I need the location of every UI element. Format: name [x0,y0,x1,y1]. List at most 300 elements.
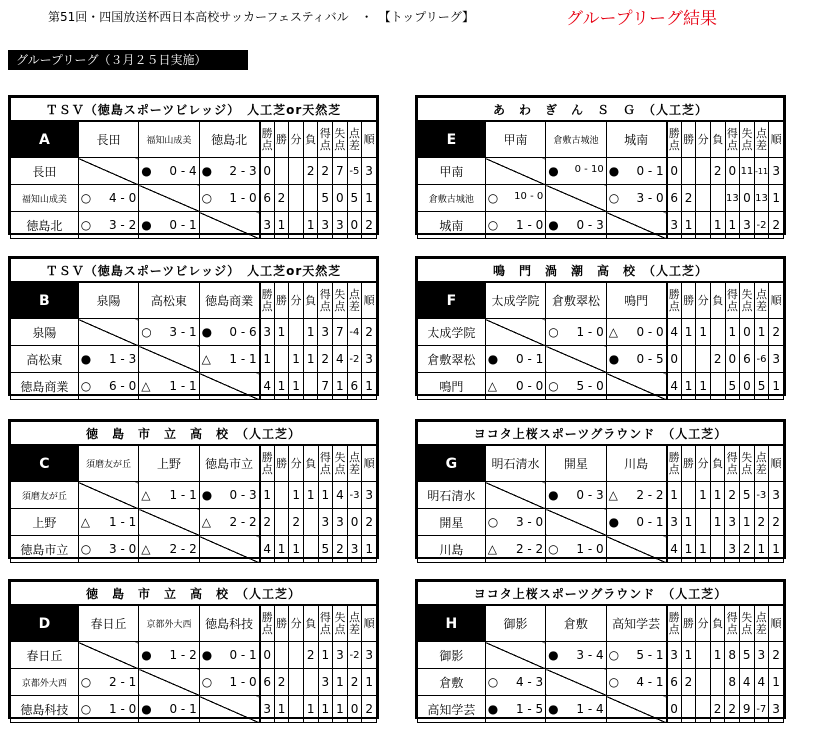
group-table-c [8,419,379,559]
stat-value [289,696,304,723]
stat-value [303,669,318,696]
match-result [139,696,199,723]
stat-value: 1 [769,373,784,400]
result-mark: ● [548,702,559,716]
match-result [485,346,545,373]
team-name: 春日丘 [11,642,79,669]
stat-header: 順 [362,121,377,158]
group-id: B [11,282,79,319]
stat-value: 0 [740,319,755,346]
stat-value: 1 [362,185,377,212]
stat-value [696,185,711,212]
result-mark: △ [608,488,618,502]
stat-value: 0 [260,642,275,669]
match-result [606,642,666,669]
team-column-header: 須磨友が丘 [78,445,138,482]
stat-value: 2 [260,509,275,536]
stat-value: 3 [347,536,362,563]
stat-header: 負 [710,605,725,642]
stat-header: 負 [710,445,725,482]
match-score: 1 - 1 [109,515,137,529]
result-mark: ● [141,164,152,178]
team-name: 倉敷古城池 [418,185,486,212]
group-venue: 鳴 門 渦 潮 高 校 （人工芝） [418,259,784,283]
match-result [199,482,259,509]
diagonal-cell [546,185,606,212]
stat-value [681,482,696,509]
stat-value: 5 [739,482,754,509]
table-row [418,212,784,239]
stat-header: 勝 点 [667,605,682,642]
stat-header: 負 [303,605,318,642]
team-column-header: 春日丘 [78,605,138,642]
stat-value [681,158,696,185]
match-result [199,642,259,669]
result-mark: ● [141,648,152,662]
stat-value [710,669,725,696]
match-result [546,482,606,509]
stat-header: 勝 [681,605,696,642]
match-score: 0 - 3 [576,218,604,232]
stat-value: 9 [739,696,754,723]
group-table-b [8,256,379,396]
group-venue: ＴＳＶ（徳島スポーツビレッジ） 人工芝or天然芝 [11,98,377,122]
stat-value: 0 [740,185,755,212]
table-row [418,536,784,563]
result-mark: ● [548,488,559,502]
match-result [78,212,138,239]
team-name: 上野 [11,509,79,536]
result-mark: △ [201,515,211,529]
match-score: 1 - 0 [229,191,257,205]
diagonal-cell [485,642,545,669]
stat-value [681,346,696,373]
table-row [418,373,784,400]
stat-value: 1 [681,642,696,669]
result-mark: △ [80,515,90,529]
result-mark: ○ [80,218,92,232]
stat-header: 勝 [681,282,696,319]
stat-value: 0 [725,158,740,185]
stat-header: 分 [696,282,711,319]
match-result [139,373,199,400]
stat-value: 3 [333,212,348,239]
match-result [485,185,545,212]
stat-value: 1 [362,536,377,563]
stat-value: 1 [260,482,275,509]
table-row [418,346,784,373]
stat-value: 1 [303,482,318,509]
match-score: 3 - 0 [109,542,137,556]
result-mark: ○ [80,702,92,716]
stat-value: 1 [274,212,289,239]
group-id: F [418,282,486,319]
result-mark: ○ [548,325,559,339]
stat-header: 順 [769,445,784,482]
stat-header: 分 [696,445,711,482]
match-score: 4 - 1 [636,675,664,689]
stat-value: 3 [667,642,682,669]
match-result [606,319,666,346]
stat-value [289,158,304,185]
table-row [418,642,784,669]
stat-header: 勝 点 [260,121,275,158]
match-result [139,482,199,509]
result-mark: ● [487,352,499,366]
table-row [418,509,784,536]
stat-value: 4 [667,536,682,563]
stat-value: 3 [725,536,740,563]
match-score: 3 - 1 [169,325,197,339]
match-result [199,509,259,536]
stat-value: 3 [667,509,682,536]
result-mark: ○ [141,325,152,339]
match-result [546,158,606,185]
match-score: 0 - 1 [229,648,257,662]
stat-value: 1 [303,696,318,723]
diagonal-cell [606,212,666,239]
result-mark: △ [201,352,211,366]
team-column-header: 甲南 [485,121,545,158]
stat-value [289,642,304,669]
stat-header: 勝 点 [667,121,682,158]
team-name: 福知山成美 [11,185,79,212]
match-score: 4 - 3 [515,675,544,689]
team-column-header: 倉敷古城池 [546,121,606,158]
match-score: 2 - 2 [229,515,257,529]
stat-value: 3 [362,482,377,509]
stat-value: 3 [260,696,275,723]
match-score: 0 - 1 [169,702,197,716]
stat-header: 負 [710,121,725,158]
match-score: 2 - 1 [109,675,137,689]
team-name: 徳島市立 [11,536,79,563]
stat-header: 順 [362,282,377,319]
stat-value: 1 [289,373,304,400]
stat-value: 2 [303,158,318,185]
match-result [78,509,138,536]
stat-header: 勝 [274,605,289,642]
match-result [139,642,199,669]
diagonal-cell [78,319,138,346]
stat-value: 3 [769,346,784,373]
stat-value: 3 [362,642,377,669]
stat-value: 1 [725,319,740,346]
match-score: 0 - 3 [229,488,257,502]
table-row [418,185,784,212]
match-result [546,536,606,563]
result-mark: ● [201,164,213,178]
stat-value: 3 [260,212,275,239]
diagonal-cell [139,509,199,536]
diagonal-cell [606,373,666,400]
stat-header: 失 点 [739,605,754,642]
stat-value: 1 [754,319,769,346]
team-name: 徳島北 [11,212,79,239]
stat-value: 0 [347,696,362,723]
table-row [11,346,377,373]
stat-value: -2 [754,212,769,239]
match-result [546,373,606,400]
diagonal-cell [78,482,138,509]
stat-value: 1 [681,212,696,239]
table-row [11,482,377,509]
stat-header: 失 点 [740,282,755,319]
result-mark: △ [487,379,497,393]
stat-header: 点 差 [754,445,769,482]
stat-header: 順 [362,605,377,642]
match-result [199,669,259,696]
match-score: 0 - 0 [636,325,664,339]
stat-header: 失 点 [740,121,755,158]
stat-value: 6 [667,185,682,212]
stat-header: 点 差 [754,121,769,158]
stat-value [710,185,725,212]
match-result [78,669,138,696]
stat-value: 2 [769,509,784,536]
result-mark: ○ [201,675,213,689]
stat-value [681,696,696,723]
team-column-header: 高知学芸 [606,605,666,642]
stat-value: 4 [333,482,348,509]
stat-value: 0 [347,212,362,239]
stat-value: 3 [667,212,682,239]
stat-value: 1 [710,212,725,239]
stat-value: 3 [318,669,333,696]
stat-value [289,212,304,239]
stat-value: 1 [696,536,711,563]
result-mark: ● [141,218,152,232]
table-row [11,185,377,212]
stat-value: 1 [696,319,711,346]
match-result [606,509,666,536]
team-column-header: 長田 [78,121,138,158]
stat-value: 2 [769,642,784,669]
stat-value: 1 [289,482,304,509]
stat-value: 3 [362,158,377,185]
team-column-header: 徳島市立 [199,445,259,482]
team-column-header: 徳島北 [199,121,259,158]
match-score: 3 - 4 [576,648,604,662]
team-column-header: 高松東 [139,282,199,319]
stat-value: 5 [318,185,333,212]
stat-value: 4 [333,346,348,373]
match-score: 3 - 0 [515,515,544,529]
result-mark: ○ [80,675,92,689]
stat-header: 得 点 [318,282,333,319]
stat-value: 4 [260,536,275,563]
table-row [418,696,784,723]
table-row [11,669,377,696]
team-column-header: 開星 [546,445,606,482]
match-score: 2 - 2 [515,542,544,556]
stat-header: 負 [303,445,318,482]
team-column-header: 徳島商業 [199,282,259,319]
team-name: 高松東 [11,346,79,373]
table-row [11,509,377,536]
stat-value: 1 [333,373,348,400]
result-mark: ● [80,352,92,366]
team-column-header: 城南 [606,121,666,158]
stat-value [289,185,304,212]
match-score: 1 - 1 [169,379,197,393]
match-result [485,696,545,723]
result-mark: △ [608,325,618,339]
match-score: 2 - 3 [229,164,257,178]
group-table-e [415,95,786,235]
match-score: 0 - 6 [229,325,257,339]
stat-value [303,185,318,212]
match-result [546,642,606,669]
stat-value [274,642,289,669]
stat-value: 2 [289,509,304,536]
stat-value: 1 [260,346,275,373]
match-result [485,373,545,400]
match-result [139,536,199,563]
table-row [11,642,377,669]
team-name: 須磨友が丘 [11,482,79,509]
stat-value: 2 [769,212,784,239]
stat-header: 勝 [274,445,289,482]
match-score: 1 - 4 [576,702,604,716]
match-score: 0 - 1 [169,218,197,232]
stat-value: 1 [274,536,289,563]
stat-value: 2 [318,158,333,185]
stat-value: 1 [739,509,754,536]
stat-value: 4 [260,373,275,400]
group-table-a [8,95,379,235]
match-score: 0 - 10 [574,164,604,175]
stat-value [696,346,711,373]
result-mark: ● [548,218,559,232]
stat-header: 分 [289,445,304,482]
match-score: 0 - 3 [576,488,604,502]
stat-value [274,158,289,185]
result-mark: ○ [201,191,213,205]
stat-value [710,373,725,400]
result-mark: △ [487,542,497,556]
match-result [485,212,545,239]
result-mark: ● [608,352,620,366]
match-result [606,669,666,696]
tournament-title: 第51回・四国放送杯西日本高校サッカーフェスティバル ・ 【トップリーグ】 [48,10,475,24]
group-venue: ヨコタ上桜スポーツグラウンド （人工芝） [418,422,784,446]
stat-value: -3 [754,482,769,509]
stat-value [274,509,289,536]
stat-value: 1 [333,696,348,723]
stat-value: 5 [725,373,740,400]
match-score: 1 - 1 [229,352,257,366]
stat-value: 1 [289,536,304,563]
stat-value: 3 [725,509,740,536]
match-result [139,212,199,239]
stat-header: 勝 [274,282,289,319]
stat-value: 1 [710,642,725,669]
stat-value: 1 [303,319,318,346]
result-mark: ○ [487,218,499,232]
stat-value: 3 [318,319,333,346]
stat-value: 0 [667,158,682,185]
stat-value: 2 [710,346,725,373]
stat-value: -11 [754,158,769,185]
diagonal-cell [606,696,666,723]
table-row [418,482,784,509]
stat-value: 8 [725,642,740,669]
table-row [11,536,377,563]
stat-value: -3 [347,482,362,509]
match-result [78,346,138,373]
stat-value: 6 [260,185,275,212]
stat-value: 0 [347,509,362,536]
stat-value: 2 [739,536,754,563]
stat-value [696,509,711,536]
result-mark: ● [548,648,559,662]
match-score: 1 - 2 [169,648,197,662]
stat-value [303,536,318,563]
stat-value [303,509,318,536]
stat-header: 分 [289,605,304,642]
stat-value: 3 [740,212,755,239]
team-name: 長田 [11,158,79,185]
table-row [11,319,377,346]
page-header [0,4,826,29]
match-score: 5 - 0 [576,379,604,393]
stat-header: 分 [696,605,711,642]
diagonal-cell [139,346,199,373]
group-table-d [8,579,379,719]
stat-value: 1 [274,373,289,400]
result-mark: △ [141,488,151,502]
stat-value: 2 [725,696,740,723]
result-mark: ○ [80,379,92,393]
stat-value: 1 [696,482,711,509]
match-result [139,319,199,346]
match-result [78,373,138,400]
stat-value: 7 [318,373,333,400]
stat-value: 0 [725,346,740,373]
stat-value: 2 [681,185,696,212]
team-name: 京都外大西 [11,669,79,696]
team-name: 城南 [418,212,486,239]
match-score: 1 - 1 [169,488,197,502]
stat-value: -2 [347,346,362,373]
match-result [546,319,606,346]
stat-value: 8 [725,669,740,696]
stat-value: 1 [667,482,682,509]
team-name: 泉陽 [11,319,79,346]
group-id: C [11,445,79,482]
stat-header: 点 差 [347,282,362,319]
stat-value: 3 [318,509,333,536]
stat-value: -6 [754,346,769,373]
result-mark: ● [608,164,620,178]
stat-value: 6 [260,669,275,696]
team-column-header: 徳島科技 [199,605,259,642]
stat-value: 1 [754,536,769,563]
diagonal-cell [199,696,259,723]
match-score: 10 - 0 [514,191,544,202]
match-result [485,536,545,563]
match-score: 0 - 4 [169,164,197,178]
team-name: 太成学院 [418,319,486,346]
stat-header: 順 [769,605,784,642]
stat-header: 順 [362,445,377,482]
team-column-header: 倉敷 [546,605,606,642]
stat-value [696,696,711,723]
match-score: 1 - 0 [576,542,604,556]
stat-header: 勝 点 [260,605,275,642]
stat-value: 3 [769,696,784,723]
